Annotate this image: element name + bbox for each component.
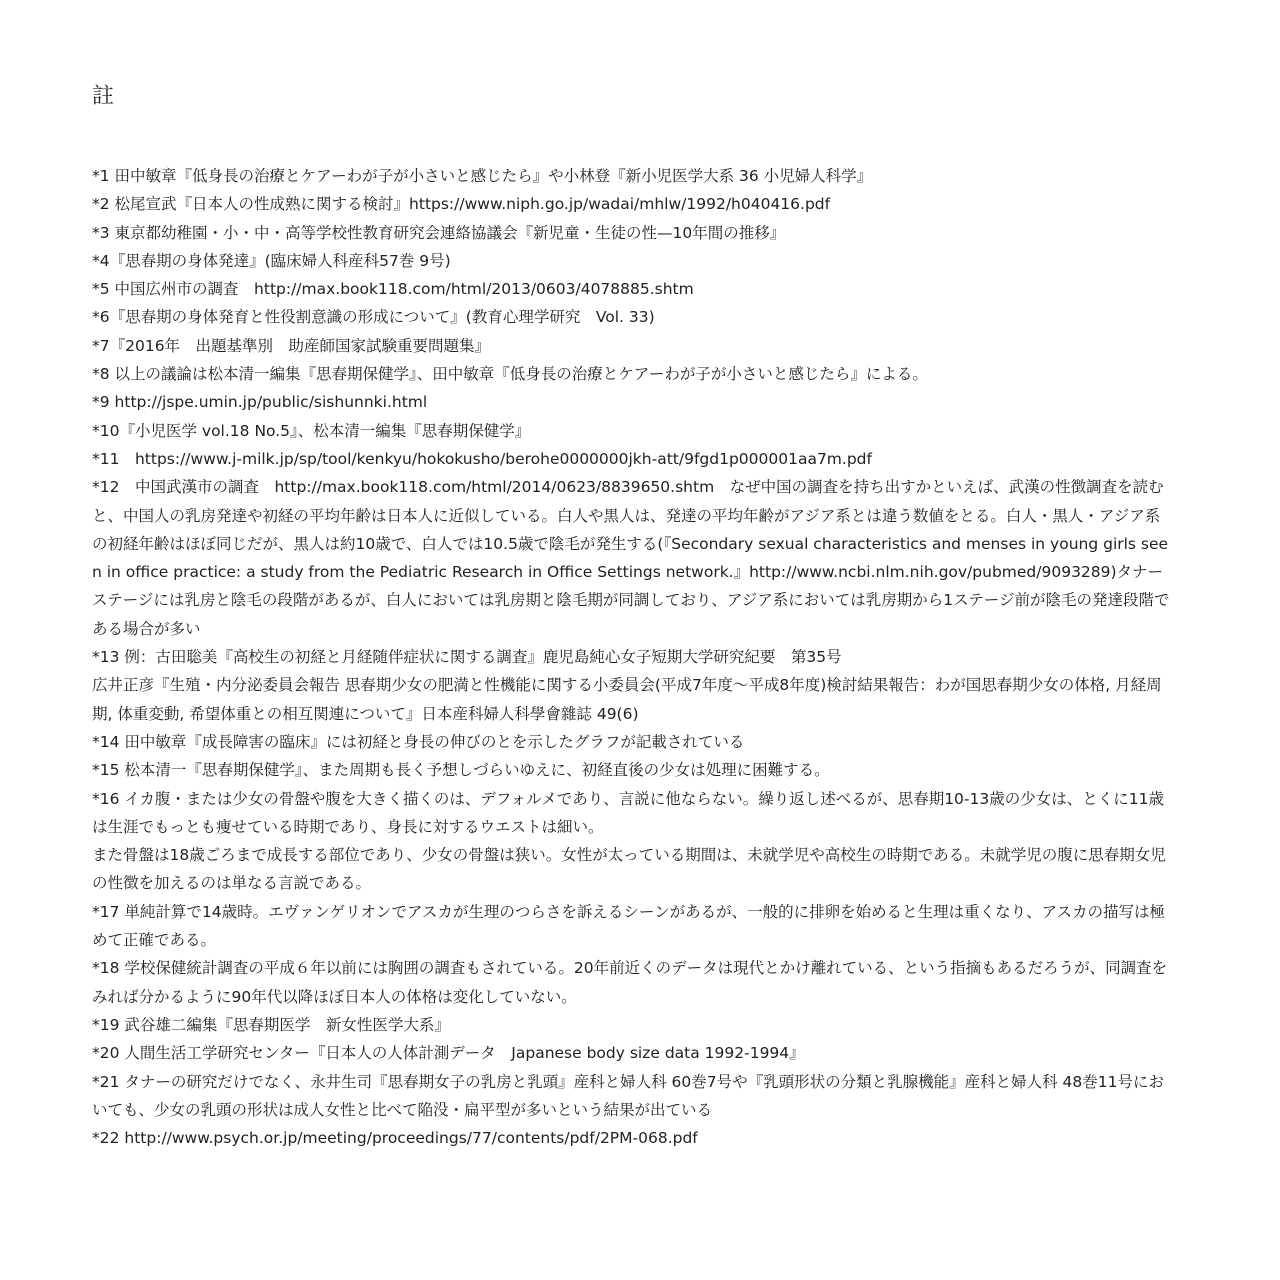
note-5: *5 中国広州市の調査 http://max.book118.com/html/2013/0603/4078885.shtm <box>92 280 694 299</box>
note-15: *15 松本清一『思春期保健学』、また周期も長く予想しづらいゆえに、初経直後の少女は処理に困難する。 <box>92 761 830 780</box>
note-14: *14 田中敏章『成長障害の臨床』には初経と身長の伸びのとを示したグラフが記載されている <box>92 732 745 751</box>
note-1: *1 田中敏章『低身長の治療とケアーわが子が小さいと感じたら』や小林登『新小児医学大系 36 小児婦人科学』 <box>92 167 873 185</box>
note-3: *3 東京都幼稚園・小・中・高等学校性教育研究会連絡協議会『新児童・生徒の性—10年間の推移』 <box>92 223 786 242</box>
note-6: *6『思春期の身体発育と性役割意識の形成について』(教育心理学研究 Vol. 33) <box>92 308 655 327</box>
note-8: *8 以上の議論は松本清一編集『思春期保健学』、田中敏章『低身長の治療とケアーわが子が小さいと感じたら』による。 <box>92 365 928 384</box>
note-2: *2 松尾宣武『日本人の性成熟に関する検討』https://www.niph.go.jp/wadai/mhlw/1992/h040416.pdf <box>92 195 831 214</box>
page-title: 註 <box>92 84 115 109</box>
notes-page <box>92 82 1174 1152</box>
note-19: *19 武谷雄二編集『思春期医学 新女性医学大系』 <box>92 1015 450 1034</box>
note-10: *10『小児医学 vol.18 No.5』、松本清一編集『思春期保健学』 <box>92 421 531 440</box>
note-7: *7『2016年 出題基準別 助産師国家試験重要問題集』 <box>92 336 491 355</box>
note-13-continued: 広井正彦『生殖・内分泌委員会報告 思春期少女の肥満と性機能に関する小委員会(平成7年度～平成8年度)検討結果報告：わが国思春期少女の体格, 月経周期, 体重変動, 希望体重との相互関連について』日本産科婦人科學會雜誌 49(6) <box>92 676 1162 723</box>
note-9: *9 http://jspe.umin.jp/public/sishunnki.html <box>92 393 428 412</box>
note-4: *4『思春期の身体発達』(臨床婦人科産科57巻 9号) <box>92 251 451 270</box>
note-17: *17 単純計算で14歳時。エヴァンゲリオンでアスカが生理のつらさを訴えるシーンがあるが、一般的に排卵を始めると生理は重くなり、アスカの描写は極めて正確である。 <box>92 902 1165 950</box>
notes-list <box>92 162 1174 1152</box>
note-21: *21 タナーの研究だけでなく、永井生司『思春期女子の乳房と乳頭』産科と婦人科 60巻7号や『乳頭形状の分類と乳腺機能』産科と婦人科 48巻11号においても、少女の乳頭の形状は成人女性と比べて陥没・扁平型が多いという結果が出ている <box>92 1072 1164 1119</box>
note-16-continued: また骨盤は18歳ごろまで成長する部位であり、少女の骨盤は狭い。女性が太っている期間は、未就学児や高校生の時期である。未就学児の腹に思春期女児の性徴を加えるのは単なる言説である。 <box>92 846 1166 893</box>
note-12: *12 中国武漢市の調査 http://max.book118.com/html/2014/0623/8839650.shtm なぜ中国の調査を持ち出すかといえば、武漢の性徴調査を読むと、中国人の乳房発達や初経の平均年齢は日本人に近似している。白人や黒人は、発達の平均年齢がアジア系とは違う数値をとる。白人・黒人・アジア系の初経年齢はほぼ同じだが、黒人は約10歳で、白人では10.5歳で陰毛が発生する(『Secondary sexual characteristics and menses in young girls seen in office practice: a study from the Pediatric Research in Office Settings network.』http://www.ncbi.nlm.nih.gov/pubmed/9093289)タナーステージには乳房と陰毛の段階があるが、白人においては乳房期と陰毛期が同調しており、アジア系においては乳房期から1ステージ前が陰毛の発達段階である場合が多い <box>92 478 1170 638</box>
note-18: *18 学校保健統計調査の平成６年以前には胸囲の調査もされている。20年前近くのデータは現代とかけ離れている、という指摘もあるだろうが、同調査をみれば分かるように90年代以降ほぼ日本人の体格は変化していない。 <box>92 959 1168 1006</box>
note-16: *16 イカ腹・または少女の骨盤や腹を大きく描くのは、デフォルメであり、言説に他ならない。繰り返し述べるが、思春期10-13歳の少女は、とくに11歳は生涯でもっとも痩せている時期であり、身長に対するウエストは細い。 <box>92 789 1164 836</box>
note-22: *22 http://www.psych.or.jp/meeting/proceedings/77/contents/pdf/2PM-068.pdf <box>92 1129 698 1148</box>
note-20: *20 人間生活工学研究センター『日本人の人体計測データ Japanese body size data 1992-1994』 <box>92 1044 805 1063</box>
note-13: *13 例：古田聡美『高校生の初経と月経随伴症状に関する調査』鹿児島純心女子短期大学研究紀要 第35号 <box>92 648 842 667</box>
note-11: *11 https://www.j-milk.jp/sp/tool/kenkyu/hokokusho/berohe0000000jkh-att/9fgd1p000001aa7m.pdf <box>92 449 872 468</box>
